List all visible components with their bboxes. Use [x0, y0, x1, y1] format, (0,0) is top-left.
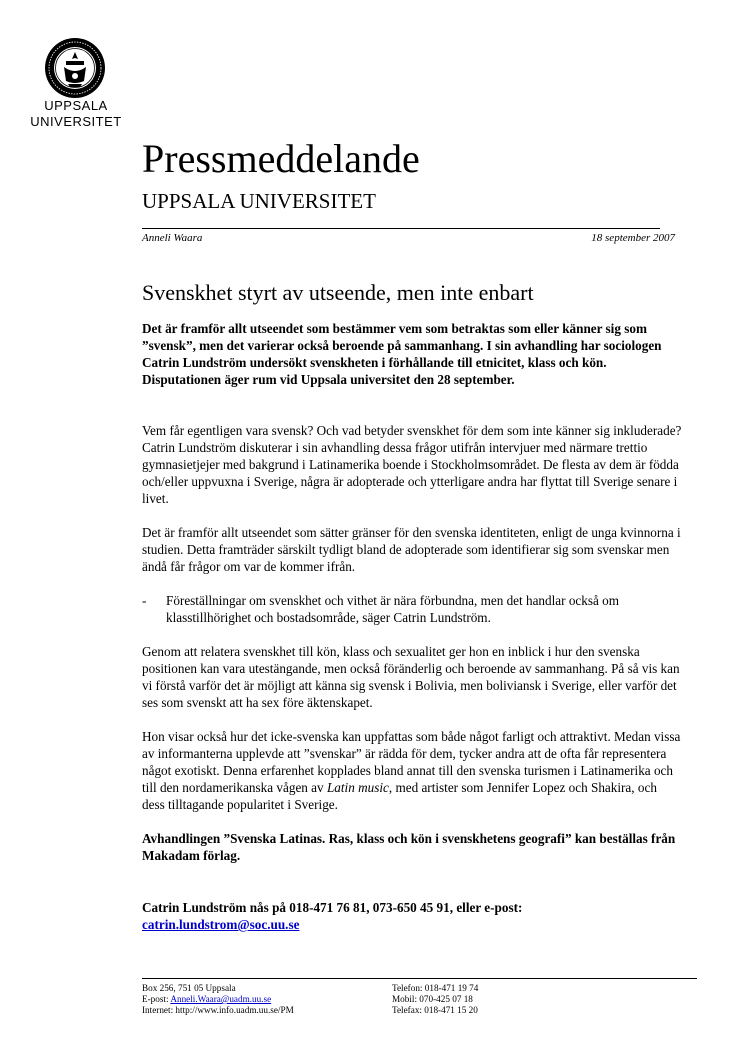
page-subtitle: UPPSALA UNIVERSITET	[142, 189, 376, 213]
page-title: Pressmeddelande	[142, 136, 420, 181]
footer-left	[142, 983, 294, 1016]
footer-mobil: Mobil: 070-425 07 18	[392, 994, 473, 1004]
footer-right	[392, 983, 478, 1016]
body-paragraph-2: Det är framför allt utseendet som sätter gränser för den svenska identiteten, enligt de unga kvinnorna i studien. Detta framträder särskilt tydligt bland de adopterade som identifierar sig som svenskar men ändå får frågor om var de kommer ifrån.	[142, 525, 681, 574]
book-info: Avhandlingen ”Svenska Latinas. Ras, klass och kön i svenskhetens geografi” kan beställas från Makadam förlag.	[142, 831, 676, 863]
publication-date: 18 september 2007	[591, 232, 675, 244]
logo-line-1: UPPSALA	[44, 98, 108, 113]
author-name: Anneli Waara	[142, 232, 203, 244]
footer-email-line	[142, 994, 294, 1005]
article-headline: Svenskhet styrt av utseende, men inte enbart	[142, 280, 534, 305]
latin-music-term: Latin music	[326, 780, 389, 795]
body-paragraph-1: Vem får egentligen vara svensk? Och vad betyder svenskhet för dem som inte känner sig inkluderade? Catrin Lundström diskuterar i sin avhandling dessa frågor utifrån intervjuer med närmare trettio gymnasietjejer med bakgrund i Latinamerika boende i Stockholmsområdet. De flesta av dem är födda och/eller uppvuxna i Sverige, några är adopterade och ytterligare andra har flyttat till Sverige senare i livet.	[142, 423, 682, 506]
contact-email-link[interactable]: catrin.lundstrom@soc.uu.se	[142, 917, 300, 932]
contact-text: Catrin Lundström nås på 018-471 76 81, 073-650 45 91, eller e-post:	[142, 900, 523, 915]
footer-email-label: E-post:	[142, 994, 171, 1004]
footer-internet: Internet: http://www.info.uadm.uu.se/PM	[142, 1005, 294, 1015]
contact-info	[142, 899, 682, 933]
body-paragraph-3: Genom att relatera svenskhet till kön, klass och sexualitet ger hon en inblick i hur den svenska positionen kan vara utestängande, men också föränderlig och beroende av sammanhang. På så vis kan vi förstå varför det är möjligt att känna sig svensk i Bolivia, men boliviansk i Sverige, eller varför det ses som svenskt att ha sex före äktenskapet.	[142, 644, 680, 710]
footer-divider	[142, 978, 697, 979]
lead-paragraph: Det är framför allt utseendet som bestämmer vem som betraktas som eller känner sig som ”svensk”, men det varierar också beroende på sammanhang. I sin avhandling har sociologen Catrin Lundström undersökt svenskheten i förhållande till etnicitet, klass och kön. Disputationen äger rum vid Uppsala universitet den 28 september.	[142, 321, 662, 387]
body-paragraph-4	[142, 728, 682, 813]
body-paragraph-4-end: , med artister som Jennifer Lopez och Shakira, och dess tilltagande popularitet i Sverige.	[142, 780, 657, 812]
footer-telefon: Telefon: 018-471 19 74	[392, 983, 479, 993]
uppsala-university-seal-icon	[44, 37, 106, 99]
quote-dash: -	[142, 593, 147, 608]
body-paragraph-4-start: Hon visar också hur det icke-svenska kan uppfattas som både något farligt och attraktivt. Medan vissa av informanterna upplevde att ”svenskar” är rädda för dem, tycker andra att de ofta får representera något exotiskt. Denna erfarenhet kopplades bland annat till den svenska turismen i Latinamerika och till den nordamerikanska vågen av	[142, 729, 681, 795]
footer-telefax: Telefax: 018-471 15 20	[392, 1005, 478, 1015]
footer-email-link[interactable]: Anneli.Waara@uadm.uu.se	[170, 994, 272, 1004]
logo-line-2: UNIVERSITET	[30, 114, 122, 129]
header-divider	[142, 228, 660, 229]
quote-text: Föreställningar om svenskhet och vithet är nära förbundna, men det handlar också om klasstillhörighet och bostadsområde, säger Catrin Lundström.	[166, 593, 620, 625]
footer-address: Box 256, 751 05 Uppsala	[142, 983, 236, 993]
